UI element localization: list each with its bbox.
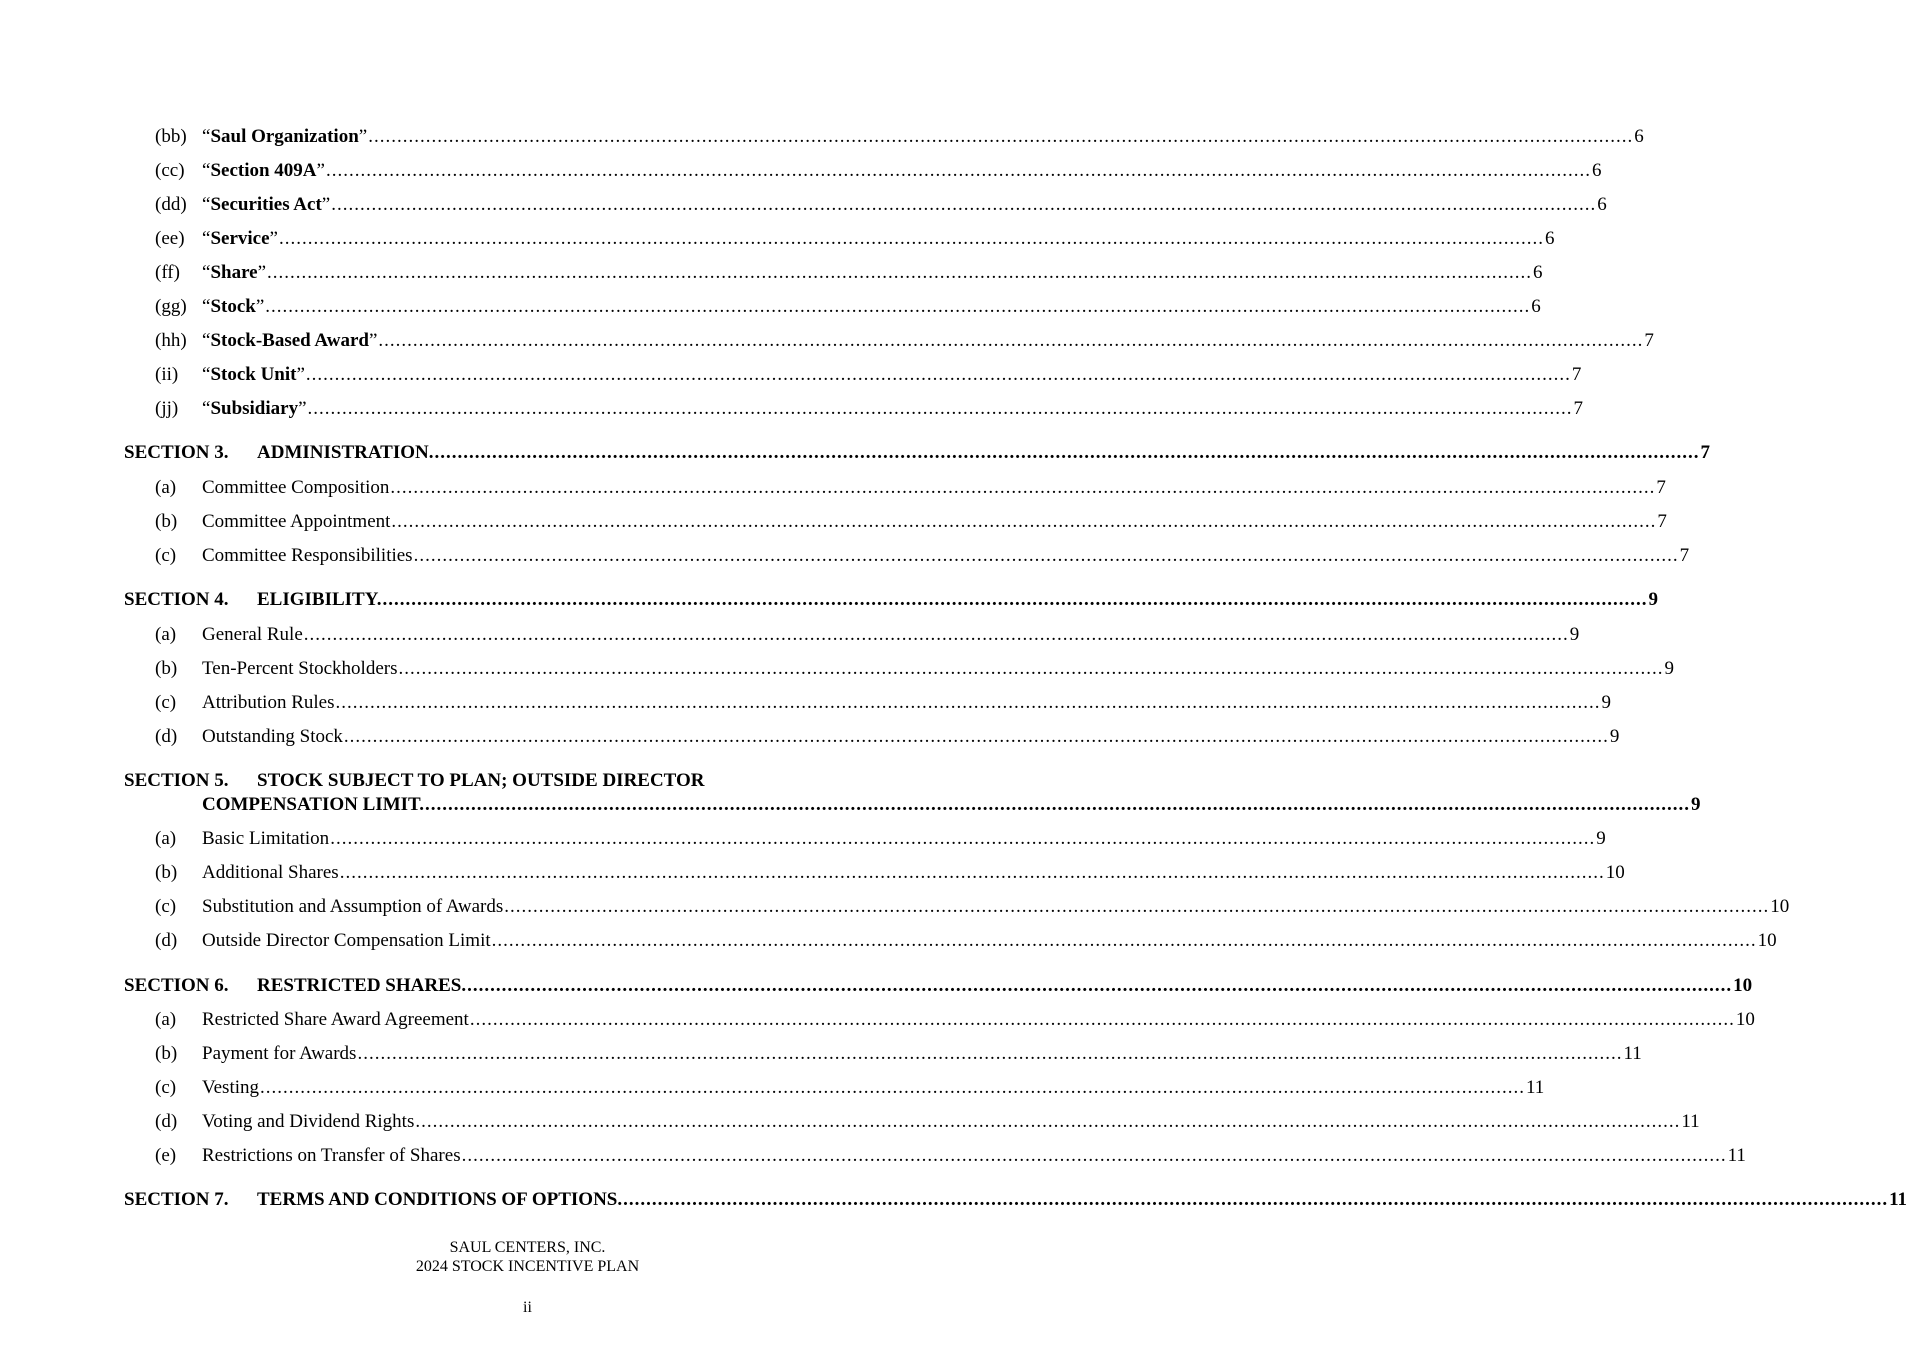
toc-section-heading[interactable] <box>0 1187 1907 1213</box>
toc-section-heading[interactable] <box>0 440 1710 466</box>
dot-leader: ............................................................................................................................................................................................................................ <box>390 477 1656 498</box>
entry-label: (a) <box>155 624 177 645</box>
entry-label: (d) <box>155 930 178 951</box>
page-number: 9 <box>1601 692 1611 713</box>
toc-entry-definition[interactable]: (jj) “Subsidiary” ............................................................................................................................................................................................................................ 7 <box>0 396 1055 422</box>
section-number: SECTION 3. <box>124 442 229 463</box>
defined-term: Stock Unit <box>210 364 297 385</box>
page-number: 7 <box>1571 364 1582 385</box>
entry-label: (jj) <box>155 398 179 419</box>
dot-leader: ............................................................................................................................................................................................................................ <box>368 126 1634 147</box>
defined-term: Share <box>210 262 258 283</box>
entry-text: Restricted Share Award Agreement <box>202 1009 469 1030</box>
page-number: 6 <box>1531 296 1541 317</box>
toc-entry-definition[interactable]: (ee) “Service” ............................................................................................................................................................................................................................ 6 <box>0 226 1055 252</box>
defined-term: Saul Organization <box>210 126 359 147</box>
section-title: RESTRICTED SHARES. <box>257 975 467 996</box>
toc-entry[interactable] <box>0 509 1667 535</box>
page-number: 9 <box>1691 794 1701 815</box>
page-number: 7 <box>1644 330 1654 351</box>
entry-text: Outside Director Compensation Limit <box>202 930 491 951</box>
dot-leader: ............................................................................................................................................................................................................................ <box>331 194 1597 215</box>
footer-company: SAUL CENTERS, INC. <box>449 1239 606 1256</box>
toc-entry-definition[interactable]: (hh) “Stock-Based Award” ............................................................................................................................................................................................................................ 7 <box>0 328 1055 354</box>
toc-entry-definition[interactable]: (cc) “Section 409A” ............................................................................................................................................................................................................................ 6 <box>0 158 1055 184</box>
page-number: 10 <box>1735 1009 1755 1030</box>
entry-label: (b) <box>155 511 178 532</box>
entry-text: Basic Limitation <box>202 828 330 849</box>
dot-leader: ............................................................................................................................................................................................................................ <box>325 160 1591 181</box>
entry-label: (b) <box>155 862 178 883</box>
page-number: 10 <box>1733 975 1753 996</box>
entry-label: (a) <box>155 828 177 849</box>
toc-entry[interactable] <box>0 1075 1545 1101</box>
dot-leader: ............................................................................................................................................................................................................................ <box>461 1145 1727 1166</box>
entry-text: Vesting <box>202 1077 259 1098</box>
page-number: 6 <box>1634 126 1644 147</box>
entry-label: (d) <box>155 1111 178 1132</box>
entry-label: (c) <box>155 1077 177 1098</box>
toc-entry[interactable] <box>0 1109 1700 1135</box>
section-title: STOCK SUBJECT TO PLAN; OUTSIDE DIRECTOR <box>257 770 705 791</box>
section-number: SECTION 4. <box>124 589 229 610</box>
footer-page-number: ii <box>523 1299 532 1316</box>
entry-text: Attribution Rules <box>202 692 335 713</box>
dot-leader: ............................................................................................................................................................................................................................ <box>260 1077 1525 1098</box>
entry-text: Substitution and Assumption of Awards <box>202 896 504 917</box>
dot-leader: ............................................................................................................................................................................................................................ <box>413 545 1679 566</box>
page-number: 7 <box>1657 511 1667 532</box>
defined-term: Stock <box>210 296 256 317</box>
toc-entry[interactable] <box>0 826 1606 852</box>
page-number: 10 <box>1757 930 1777 951</box>
page-number: 9 <box>1648 589 1658 610</box>
entry-label: (gg) <box>155 296 187 317</box>
dot-leader: ............................................................................................................................................................................................................................ <box>434 442 1700 463</box>
page-number: 6 <box>1533 262 1543 283</box>
entry-label: (hh) <box>155 330 187 351</box>
page-number: 9 <box>1596 828 1606 849</box>
dot-leader: ............................................................................................................................................................................................................................ <box>335 692 1601 713</box>
dot-leader: ............................................................................................................................................................................................................................ <box>357 1043 1623 1064</box>
entry-text: Voting and Dividend Rights <box>202 1111 415 1132</box>
entry-label: (b) <box>155 1043 178 1064</box>
toc-section-heading-continued[interactable] <box>0 792 1701 818</box>
entry-label: (ii) <box>155 364 179 385</box>
toc-entry[interactable] <box>0 543 1690 569</box>
toc-entry[interactable] <box>0 860 1625 886</box>
entry-text: Outstanding Stock <box>202 726 343 747</box>
entry-label: (c) <box>155 692 177 713</box>
page-number: 7 <box>1679 545 1690 566</box>
entry-label: (b) <box>155 658 178 679</box>
entry-label: (a) <box>155 1009 177 1030</box>
section-title: TERMS AND CONDITIONS OF OPTIONS. <box>257 1189 623 1210</box>
page-number: 7 <box>1573 398 1584 419</box>
dot-leader: ............................................................................................................................................................................................................................ <box>307 398 1573 419</box>
section-title: ELIGIBILITY. <box>257 589 382 610</box>
dot-leader: ............................................................................................................................................................................................................................ <box>265 296 1531 317</box>
dot-leader: ............................................................................................................................................................................................................................ <box>491 930 1757 951</box>
page-number: 11 <box>1889 1189 1907 1210</box>
toc-entry[interactable] <box>0 894 1790 920</box>
defined-term: Stock-Based Award <box>210 330 369 351</box>
defined-term: Service <box>210 228 270 249</box>
dot-leader: ............................................................................................................................................................................................................................ <box>382 589 1648 610</box>
entry-label: (c) <box>155 896 177 917</box>
toc-entry-definition[interactable]: (dd) “Securities Act” ............................................................................................................................................................................................................................ 6 <box>0 192 1055 218</box>
page-number: 9 <box>1609 726 1620 747</box>
entry-label: (bb) <box>155 126 187 147</box>
toc-entry-definition[interactable]: (bb) “Saul Organization” ............................................................................................................................................................................................................................ 6 <box>0 124 1055 150</box>
entry-text: Committee Composition <box>202 477 390 498</box>
toc-section-heading[interactable] <box>0 973 1753 999</box>
dot-leader: ............................................................................................................................................................................................................................ <box>398 658 1664 679</box>
dot-leader: ............................................................................................................................................................................................................................ <box>469 1009 1735 1030</box>
toc-entry[interactable] <box>0 724 1620 750</box>
page-number: 7 <box>1656 477 1666 498</box>
toc-entry[interactable] <box>0 928 1777 954</box>
dot-leader: ............................................................................................................................................................................................................................ <box>623 1189 1889 1210</box>
entry-label: (e) <box>155 1145 177 1166</box>
entry-text: Ten-Percent Stockholders <box>202 658 398 679</box>
footer-plan-title: 2024 STOCK INCENTIVE PLAN <box>415 1258 640 1275</box>
section-number: SECTION 7. <box>124 1189 229 1210</box>
section-number: SECTION 5. <box>124 770 229 791</box>
entry-label: (dd) <box>155 194 187 215</box>
toc-entry[interactable] <box>0 1007 1755 1033</box>
dot-leader: ............................................................................................................................................................................................................................ <box>305 364 1571 385</box>
dot-leader: ............................................................................................................................................................................................................................ <box>278 228 1544 249</box>
dot-leader: ............................................................................................................................................................................................................................ <box>415 1111 1681 1132</box>
page-number: 9 <box>1569 624 1580 645</box>
page-number: 10 <box>1605 862 1625 883</box>
dot-leader: ............................................................................................................................................................................................................................ <box>467 975 1733 996</box>
toc-entry[interactable] <box>0 475 1666 501</box>
section-title: COMPENSATION LIMIT. <box>202 794 425 815</box>
entry-text: Committee Responsibilities <box>202 545 413 566</box>
page-number: 11 <box>1727 1145 1746 1166</box>
dot-leader: ............................................................................................................................................................................................................................ <box>391 511 1657 532</box>
entry-text: Restrictions on Transfer of Shares <box>202 1145 461 1166</box>
toc-entry[interactable] <box>0 656 1674 682</box>
toc-entry[interactable] <box>0 622 1580 648</box>
page-number: 11 <box>1623 1043 1642 1064</box>
page-number: 6 <box>1591 160 1602 181</box>
toc-entry-definition[interactable]: (ii) “Stock Unit” ............................................................................................................................................................................................................................ 7 <box>0 362 1055 388</box>
toc-entry[interactable] <box>0 1143 1746 1169</box>
dot-leader: ............................................................................................................................................................................................................................ <box>267 262 1533 283</box>
entry-text: Additional Shares <box>202 862 339 883</box>
page-number: 7 <box>1700 442 1710 463</box>
dot-leader: ............................................................................................................................................................................................................................ <box>303 624 1569 645</box>
page-number: 6 <box>1544 228 1555 249</box>
toc-section-heading[interactable] <box>0 587 1658 613</box>
entry-label: (cc) <box>155 160 185 181</box>
section-number: SECTION 6. <box>124 975 229 996</box>
page-number: 9 <box>1664 658 1674 679</box>
dot-leader: ............................................................................................................................................................................................................................ <box>504 896 1770 917</box>
page-number: 10 <box>1770 896 1790 917</box>
toc-entry[interactable] <box>0 690 1611 716</box>
defined-term: Section 409A <box>210 160 317 181</box>
toc-entry-definition[interactable]: (ff) “Share” ............................................................................................................................................................................................................................ 6 <box>0 260 1055 286</box>
defined-term: Subsidiary <box>210 398 299 419</box>
entry-label: (ee) <box>155 228 185 249</box>
entry-label: (d) <box>155 726 178 747</box>
entry-label: (c) <box>155 545 177 566</box>
toc-entry-definition[interactable]: (gg) “Stock” ............................................................................................................................................................................................................................ 6 <box>0 294 1055 320</box>
page-number: 11 <box>1681 1111 1700 1132</box>
toc-entry[interactable] <box>0 1041 1642 1067</box>
page-number: 6 <box>1597 194 1607 215</box>
entry-text: General Rule <box>202 624 303 645</box>
entry-label: (ff) <box>155 262 180 283</box>
defined-term: Securities Act <box>210 194 322 215</box>
page-number: 11 <box>1526 1077 1545 1098</box>
dot-leader: ............................................................................................................................................................................................................................ <box>343 726 1609 747</box>
toc-section-heading[interactable] <box>0 768 1055 794</box>
dot-leader: ............................................................................................................................................................................................................................ <box>378 330 1644 351</box>
dot-leader: ............................................................................................................................................................................................................................ <box>339 862 1605 883</box>
dot-leader: ............................................................................................................................................................................................................................ <box>425 794 1691 815</box>
dot-leader: ............................................................................................................................................................................................................................ <box>330 828 1596 849</box>
entry-text: Payment for Awards <box>202 1043 357 1064</box>
entry-label: (a) <box>155 477 177 498</box>
section-title: ADMINISTRATION. <box>257 442 434 463</box>
entry-text: Committee Appointment <box>202 511 391 532</box>
